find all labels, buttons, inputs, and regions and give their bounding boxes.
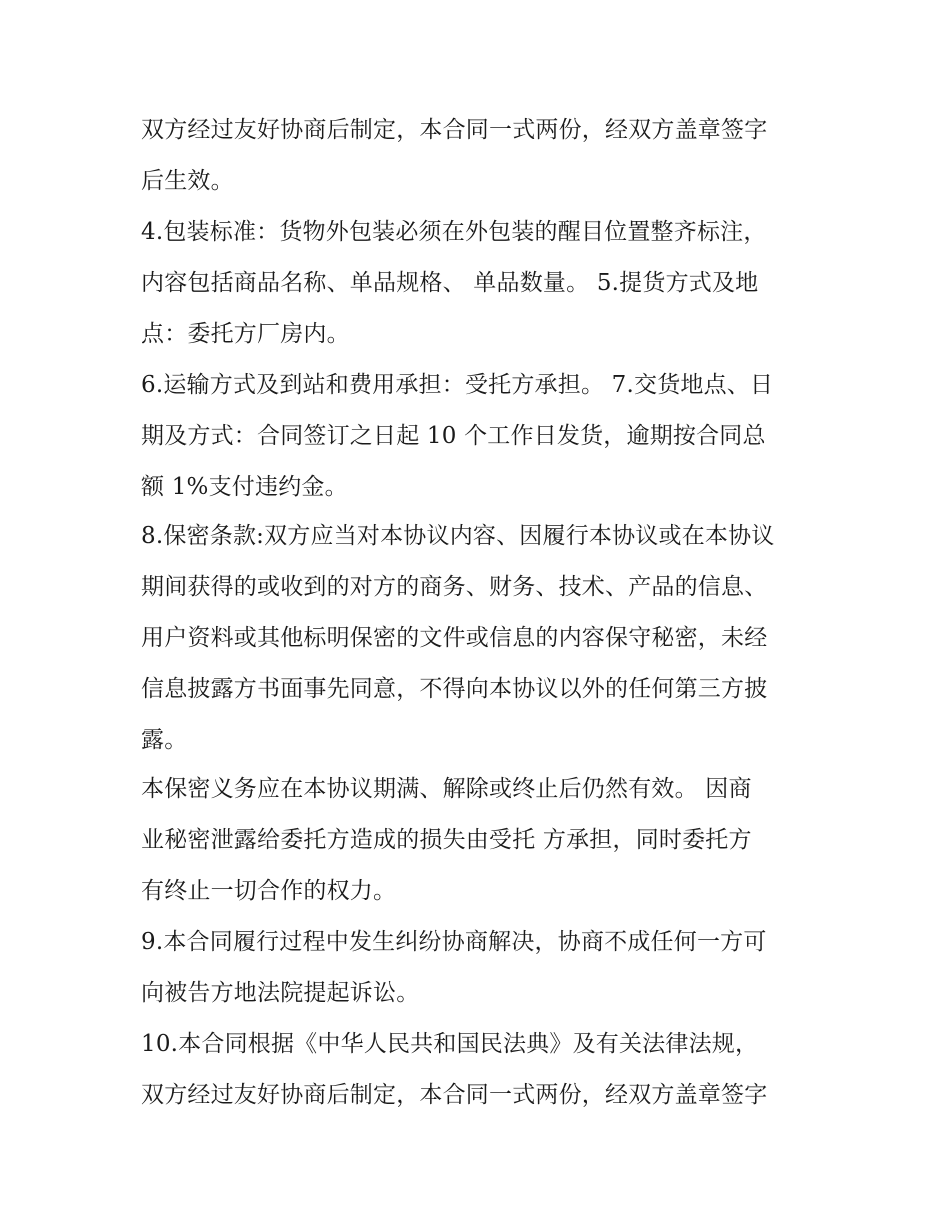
text-line: 后生效。	[141, 168, 234, 194]
text-line: 6.运输方式及到站和费用承担：受托方承担。 7.交货地点、日	[141, 372, 774, 398]
text-line: 10.本合同根据《中华人民共和国民法典》及有关法律法规，	[141, 1031, 759, 1057]
text-line: 内容包括商品名称、单品规格、 单品数量。 5.提货方式及地	[141, 270, 759, 296]
text-line: 露。	[141, 727, 188, 753]
text-line: 业秘密泄露给委托方造成的损失由受托 方承担，同时委托方	[141, 827, 752, 853]
text-line: 9.本合同履行过程中发生纠纷协商解决，协商不成任何一方可	[141, 929, 767, 955]
text-line: 期及方式：合同签订之日起 10 个工作日发货，逾期按合同总	[141, 423, 766, 449]
text-line: 期间获得的或收到的对方的商务、财务、技术、产品的信息、	[141, 574, 768, 600]
text-line: 点：委托方厂房内。	[141, 321, 350, 347]
text-line: 4.包装标准：货物外包装必须在外包装的醒目位置整齐标注，	[141, 219, 767, 245]
text-line: 用户资料或其他标明保密的文件或信息的内容保守秘密，未经	[141, 625, 768, 651]
text-line: 8.保密条款:双方应当对本协议内容、因履行本协议或在本协议	[141, 523, 775, 549]
text-line: 有终止一切合作的权力。	[141, 878, 397, 904]
text-line: 额 1%支付违约金。	[141, 474, 348, 500]
text-line: 双方经过友好协商后制定，本合同一式两份，经双方盖章签字	[141, 1082, 768, 1108]
text-line: 本保密义务应在本协议期满、解除或终止后仍然有效。 因商	[141, 776, 752, 802]
text-line: 双方经过友好协商后制定，本合同一式两份，经双方盖章签字	[141, 117, 768, 143]
text-line: 向被告方地法院提起诉讼。	[141, 980, 420, 1006]
text-line: 信息披露方书面事先同意，不得向本协议以外的任何第三方披	[141, 676, 768, 702]
